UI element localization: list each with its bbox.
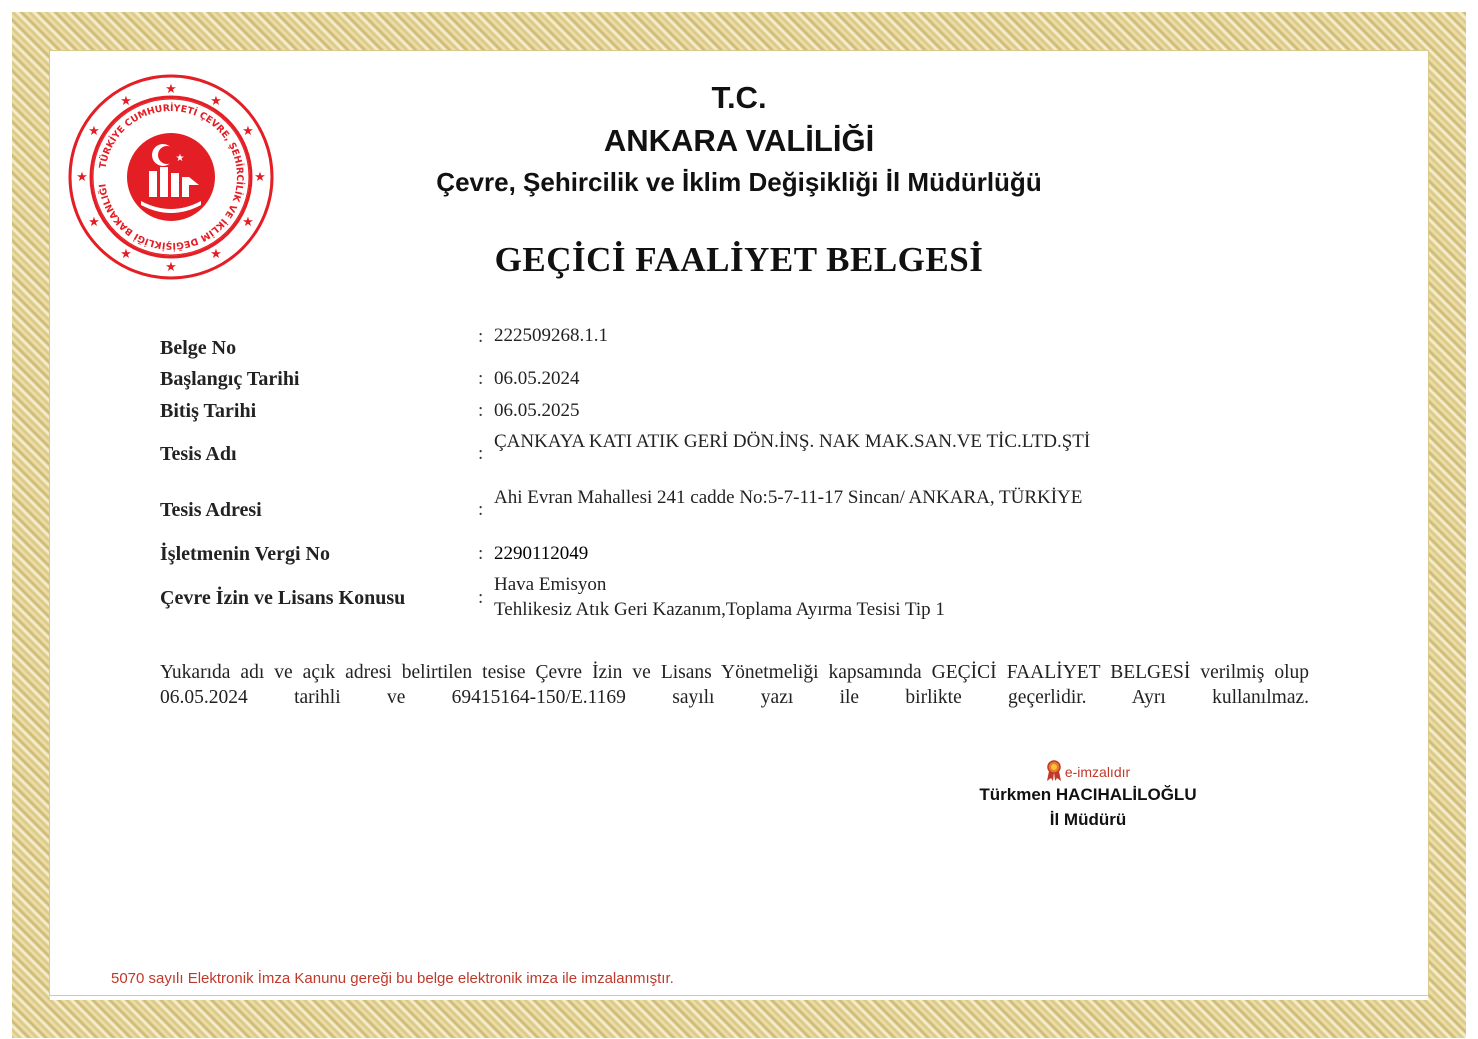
field-colon: : — [478, 543, 484, 564]
field-label-document-no: Belge No — [160, 337, 237, 359]
svg-text:★: ★ — [242, 215, 254, 230]
e-signature-badge — [960, 760, 1216, 782]
field-value-end-date: 06.05.2025 — [494, 400, 580, 421]
svg-text:★: ★ — [175, 153, 185, 164]
field-colon: : — [478, 400, 484, 421]
e-signature-law-note: 5070 sayılı Elektronik İmza Kanunu gereği bu belge elektronik imza ile imzalanmıştır. — [111, 970, 674, 987]
field-label-permit-subject: Çevre İzin ve Lisans Konusu — [160, 587, 406, 609]
field-value-facility-name: ÇANKAYA KATI ATIK GERİ DÖN.İNŞ. NAK MAK.SAN.VE TİC.LTD.ŞTİ — [494, 431, 1091, 452]
field-label-start-date: Başlangıç Tarihi — [160, 368, 300, 390]
field-colon: : — [478, 587, 484, 608]
field-value-document-no: 222509268.1.1 — [494, 325, 608, 346]
svg-text:★: ★ — [165, 260, 177, 275]
field-value-tax-no: 2290112049 — [494, 543, 589, 564]
validity-paragraph: Yukarıda adı ve açık adresi belirtilen tesise Çevre İzin ve Lisans Yönetmeliği kapsamında GEÇİCİ FAALİYET BELGESİ verilmiş olup 06.05.2024 tarihli ve 69415164-150/E.1169 sayılı yazı ile birlikte geçerlidir. Ayrı kullanılmaz. — [160, 662, 1309, 708]
header-governorship: ANKARA VALİLİĞİ — [603, 123, 875, 158]
field-colon: : — [478, 368, 484, 389]
svg-text:★: ★ — [254, 170, 266, 185]
svg-text:★: ★ — [120, 94, 132, 109]
e-signed-label: e-imzalıdır — [1064, 764, 1131, 780]
svg-text:★: ★ — [165, 82, 177, 97]
field-value-start-date: 06.05.2024 — [494, 368, 580, 389]
svg-text:★: ★ — [88, 215, 100, 230]
field-value-permit-subject-1: Hava Emisyon — [494, 574, 607, 595]
award-ribbon-icon — [1046, 760, 1062, 782]
header-tc: T.C. — [711, 80, 767, 115]
field-label-facility-name: Tesis Adı — [160, 443, 237, 465]
header-directorate: Çevre, Şehircilik ve İklim Değişikliği İl Müdürlüğü — [436, 167, 1042, 197]
svg-text:★: ★ — [120, 247, 132, 262]
svg-text:★: ★ — [242, 124, 254, 139]
field-colon: : — [478, 443, 484, 464]
field-label-facility-address: Tesis Adresi — [160, 499, 262, 521]
field-value-facility-address: Ahi Evran Mahallesi 241 cadde No:5-7-11-17 Sincan/ ANKARA, TÜRKİYE — [494, 487, 1083, 508]
svg-text:★: ★ — [210, 94, 222, 109]
field-colon: : — [478, 499, 484, 520]
field-value-permit-subject-2: Tehlikesiz Atık Geri Kazanım,Toplama Ayırma Tesisi Tip 1 — [494, 599, 945, 620]
document-title: GEÇİCİ FAALİYET BELGESİ — [494, 240, 984, 279]
signer-name: Türkmen HACIHALİLOĞLU — [979, 785, 1197, 804]
field-colon: : — [478, 326, 484, 347]
svg-text:★: ★ — [88, 124, 100, 139]
field-label-end-date: Bitiş Tarihi — [160, 400, 257, 422]
svg-text:★: ★ — [210, 247, 222, 262]
signer-title: İl Müdürü — [1049, 810, 1127, 829]
field-label-tax-no: İşletmenin Vergi No — [160, 543, 330, 565]
svg-text:★: ★ — [76, 170, 88, 185]
seal-ring-text: TÜRKİYE CUMHURİYETİ ÇEVRE, ŞEHİRCİLİK VE İKLİM DEĞİŞİKLİĞİ BAKANLIĞI — [97, 102, 246, 252]
